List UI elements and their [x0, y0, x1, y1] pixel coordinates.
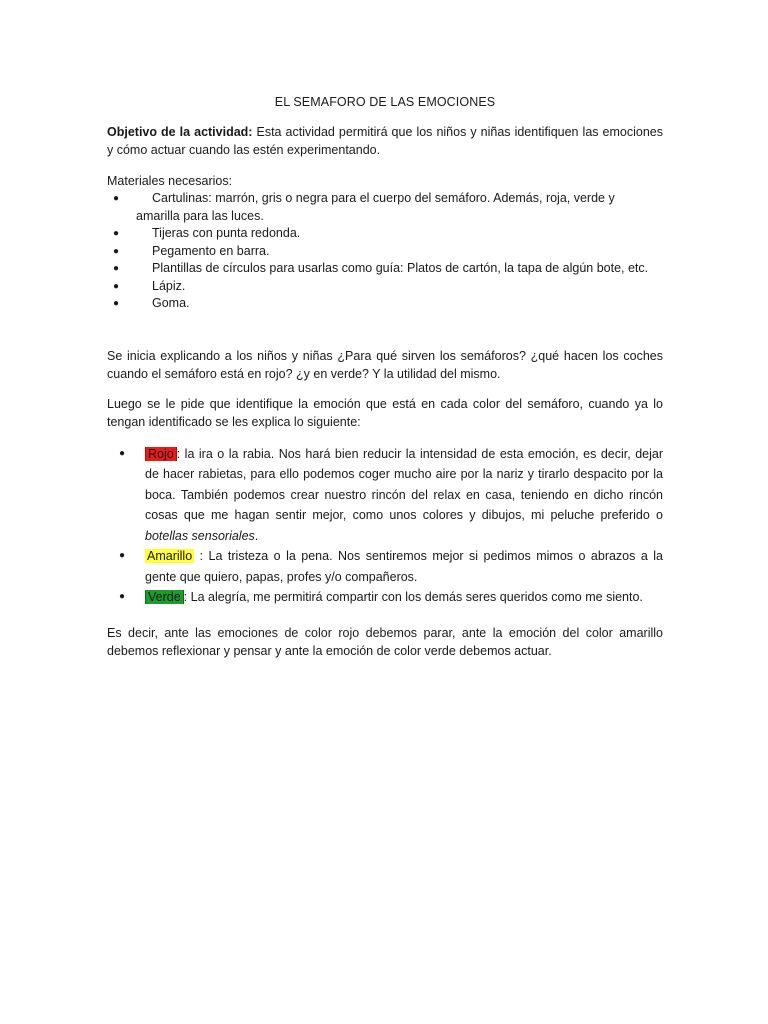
- emotion-item-amarillo: [107, 546, 663, 587]
- amarillo-highlight-label: Amarillo: [147, 549, 193, 563]
- list-item-text-continued: amarilla para las luces.: [136, 208, 264, 223]
- list-item-text: Goma.: [152, 296, 190, 310]
- materials-list: [107, 190, 663, 313]
- list-item: [107, 260, 663, 278]
- bullet-icon: ●: [119, 447, 126, 459]
- document-body: [107, 93, 663, 660]
- rojo-highlight-label: Rojo: [145, 447, 177, 461]
- list-item: [107, 295, 663, 313]
- list-item-text: Cartulinas: marrón, gris o negra para el cuerpo del semáforo. Además, roja, verde y: [152, 191, 615, 205]
- list-item-text: Plantillas de círculos para usarlas como guía: Platos de cartón, la tapa de algún bote, etc.: [152, 261, 649, 275]
- emotion-text: : La alegría, me permitirá compartir con los demás seres queridos como me siento.: [183, 590, 643, 604]
- bullet-icon: ●: [113, 228, 120, 239]
- objective-text: Esta actividad permitirá que los niños y niñas identifiquen las emociones y cómo actuar cuando las estén experimentando.: [107, 125, 663, 157]
- list-item: [107, 243, 663, 261]
- list-item-text: Tijeras con punta redonda.: [152, 226, 301, 240]
- emotions-list: [107, 444, 663, 608]
- bullet-icon: ●: [113, 193, 120, 204]
- page-title: EL SEMAFORO DE LAS EMOCIONES: [274, 95, 496, 109]
- bullet-icon: ●: [119, 550, 126, 561]
- verde-highlight-label: Verde: [145, 590, 184, 604]
- objective-label: Objetivo de la actividad:: [107, 125, 253, 139]
- emotion-item-rojo: [107, 444, 663, 547]
- emotion-text-end: .: [254, 528, 259, 543]
- list-item-text: Pegamento en barra.: [152, 243, 270, 258]
- list-item-text: Lápiz.: [152, 278, 186, 293]
- emotion-item-verde: [107, 587, 663, 608]
- bullet-icon: ●: [113, 263, 120, 274]
- list-item: [107, 190, 663, 225]
- objective-paragraph: [107, 123, 663, 159]
- emotion-italic-text: botellas sensoriales: [145, 528, 255, 543]
- conclusion-paragraph: Es decir, ante las emociones de color rojo debemos parar, ante la emoción del color amarillo debemos reflexionar y pensar y ante la emoción de color verde debemos actuar.: [107, 625, 663, 658]
- bullet-icon: ●: [113, 280, 120, 292]
- bullet-icon: ●: [113, 245, 120, 257]
- list-item: [107, 278, 663, 296]
- lead-paragraph: Luego se le pide que identifique la emoción que está en cada color del semáforo, cuando ya lo tengan identificado se les explica lo siguiente:: [107, 396, 663, 429]
- bullet-icon: ●: [113, 298, 120, 309]
- emotion-text: : la ira o la rabia. Nos hará bien reducir la intensidad de esta emoción, es decir, dejar de hacer rabietas, para ello podemos coger mucho aire por la nariz y tirarlo despacito por la boca. También podemos crear nuestro rincón del relax en casa, teniendo en dicho rincón cosas que me hagan sentir mejor, como unos colores y dibujos, mi peluche preferido o: [145, 446, 663, 522]
- emotion-text: : La tristeza o la pena. Nos sentiremos mejor si pedimos mimos o abrazos a la gente que quiero, papas, profes y/o compañeros.: [145, 549, 663, 584]
- bullet-icon: ●: [119, 591, 126, 602]
- list-item: [107, 225, 663, 243]
- materials-heading: Materiales necesarios:: [107, 174, 233, 188]
- intro-paragraph: Se inicia explicando a los niños y niñas ¿Para qué sirven los semáforos? ¿qué hacen los coches cuando el semáforo está en rojo? ¿y en verde? Y la utilidad del mismo.: [107, 348, 663, 381]
